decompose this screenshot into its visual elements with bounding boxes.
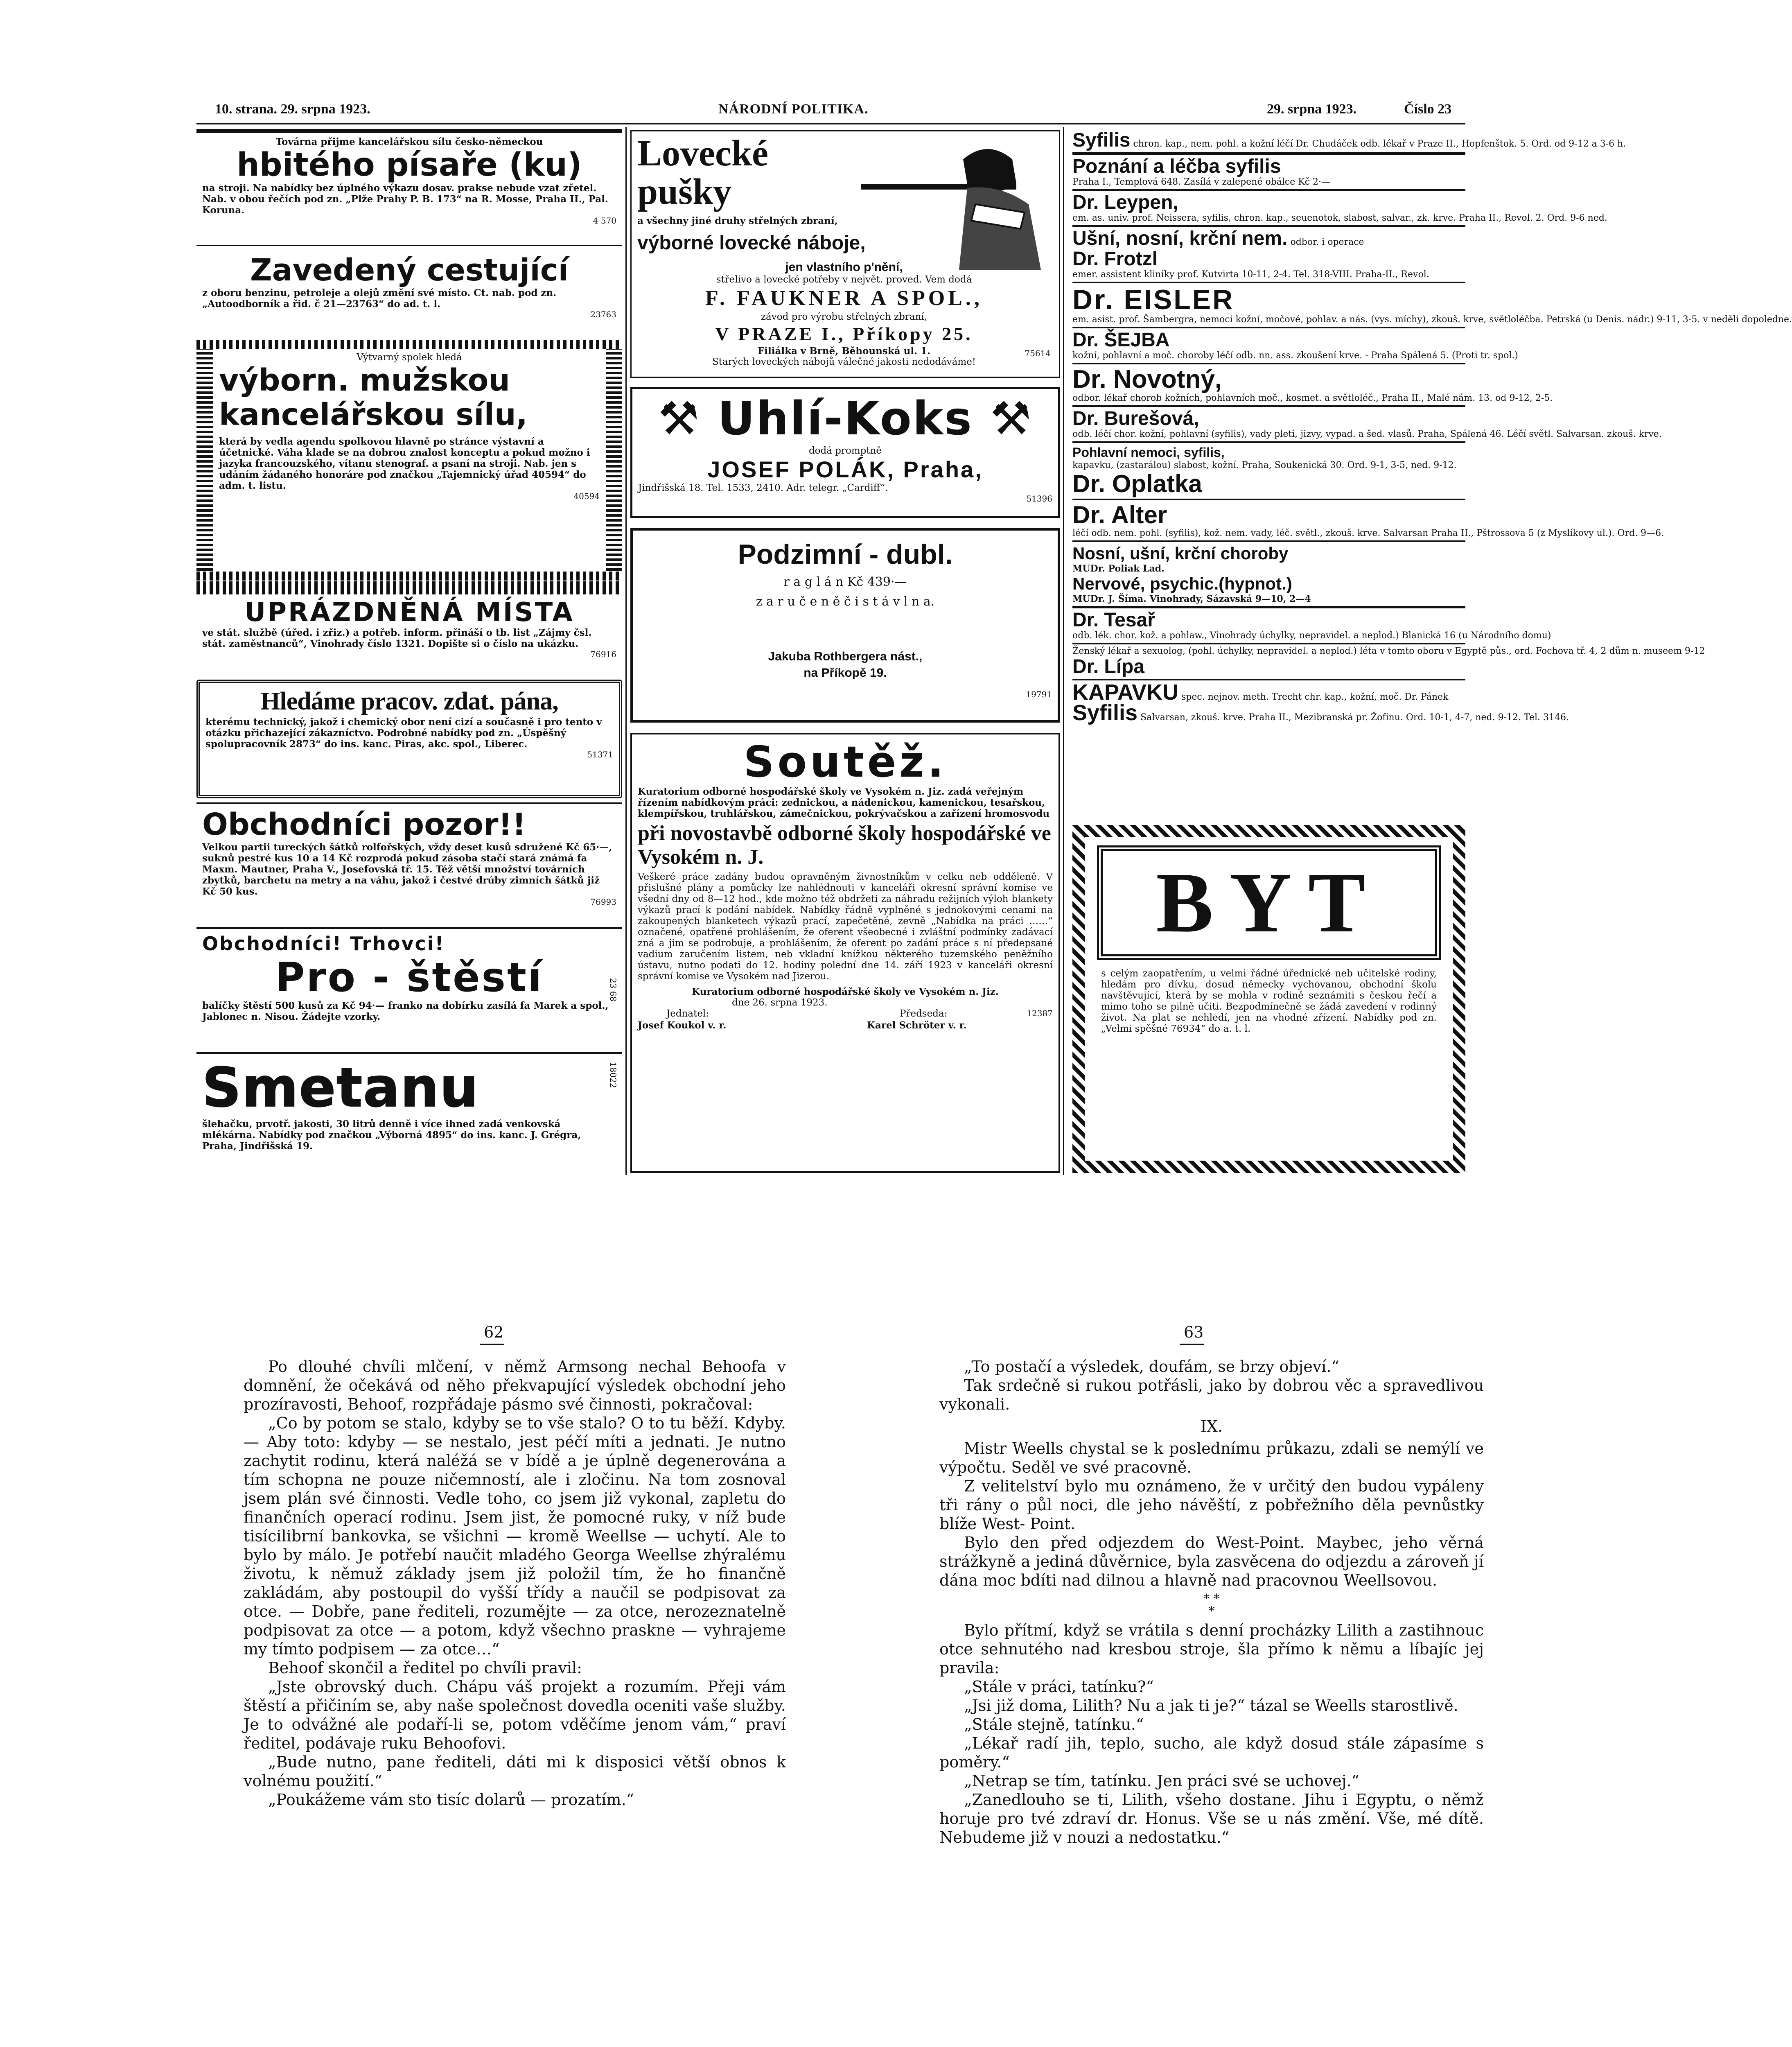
ad-pusky — [630, 130, 1060, 378]
page-number-right: 63 — [1184, 1323, 1204, 1341]
doctor-ad — [1072, 192, 1465, 213]
doctor-ad — [1072, 285, 1465, 314]
ad-soutez-jednatel: Josef Koukol v. r. — [638, 1020, 727, 1031]
ad-byt — [1072, 825, 1465, 1173]
hunter-body — [959, 187, 1041, 270]
paragraph: Z velitelství bylo mu oznámeno, že v určitý den budou vypáleny tři rány o půl noci, dle jeho návěští, z pobřežního děla pevnůstky blíže West- Point. — [939, 1477, 1484, 1533]
ad-pisar-headline: hbitého písaře (ku) — [237, 147, 582, 183]
paragraph: „Stále v práci, tatínku?“ — [964, 1678, 1154, 1696]
doctor-ad — [1072, 228, 1465, 249]
ad-spolek — [196, 340, 622, 581]
hunter-illustration — [861, 135, 1053, 270]
header-left: 10. strana. 29. srpna 1923. — [215, 102, 370, 117]
paragraph: „To postačí a výsledek, doufám, se brzy objeví.“ — [964, 1358, 1339, 1376]
ad-obchodnici-headline: Obchodníci pozor!! — [202, 807, 526, 842]
doctor-ad-name: Dr. Frotzl — [1072, 248, 1158, 270]
ad-smetanu-code: 18022 — [608, 1062, 618, 1088]
ad-soutez-headline: Soutěž. — [743, 737, 947, 787]
paragraph: „Netrap se tím, tatínku. Jen práci své se uchovej.“ — [964, 1772, 1359, 1790]
column-rule — [625, 127, 627, 1175]
novel-left-column — [244, 1357, 786, 1809]
ad-smetanu — [196, 1052, 622, 1171]
doctor-ad — [1072, 610, 1465, 630]
ad-stesti-row: Obchodníci! Trhovci! — [202, 933, 445, 955]
ad-uhli-address: Jindřišská 18. Tel. 1533, 2410. Adr. telegr. „Cardiff“. — [638, 483, 888, 493]
ad-pisar-code: 4 570 — [593, 216, 616, 226]
doctor-ad — [1072, 502, 1465, 528]
ad-stesti-headline: Pro - štěstí — [275, 954, 544, 1001]
paragraph: „Zanedlouho se ti, Lilith, všeho dostane. Jihu i Egyptu, o němž horuje pro tvé zdraví dr. Honus. Vše se u nás změní. Vše, mé dítě. Nebudeme již v nouzi a nedostatku.“ — [939, 1791, 1484, 1846]
doctor-ad-text: chron. kap., nem. pohl. a kožní léčí Dr. Chudáček odb. lékař v Praze II., Hopfenštok. 5. Ord. od 9-12 a 3-6 h. — [1133, 139, 1626, 149]
paragraph: Po dlouhé chvíli mlčení, v němž Armsong nechal Behoofa v domnění, že očekává od něho překvapující výsledek obchodní jeho prozíravosti, Behoof, rozpřádaje pásmo své činnosti, pokračoval: — [244, 1358, 786, 1413]
ad-dubl-firm: Jakuba Rothbergera nást., — [768, 650, 923, 663]
doctor-ad-name: Syfilis — [1072, 700, 1138, 725]
ad-dubl-code: 19791 — [1026, 689, 1052, 699]
paragraph: „Bude nutno, pane řediteli, dáti mi k disposici větší obnos k volnému použití.“ — [244, 1753, 786, 1790]
ad-dubl-line-1: r a g l á n Kč 439·— — [783, 575, 907, 589]
header-rule — [196, 123, 1465, 124]
header-issue: Číslo 23 — [1404, 102, 1452, 117]
header-right: 29. srpna 1923. — [1267, 102, 1357, 117]
doctor-ad — [1072, 682, 1465, 703]
paragraph: Behoof skončil a ředitel po chvíli pravil: — [268, 1659, 582, 1677]
ad-soutez-intro: Kuratorium odborné hospodářské školy ve Vysokém n. Jiz. zadá veřejným řízením nabídkovým práci: zednickou, a nádenickou, kamenickou, tesařskou, klempířskou, truhlářskou, zámečnickou, pokrývačskou a zařízení hromosvodu — [638, 786, 1050, 819]
ad-pan-headline: Hledáme pracov. zdat. pána, — [260, 687, 558, 715]
ad-pisar — [196, 129, 622, 242]
paragraph: Bylo den před odjezdem do West-Point. Maybec, jeho věrná strážkyně a jediná důvěrnice, byla zasvěcena do odjezdu a zároveň jí dána moc bdíti nad dilnou a hlavně nad pracovnou Weellsovou. — [939, 1534, 1484, 1589]
ad-pusky-sub: závod pro výrobu střelných zbraní, — [761, 312, 928, 322]
doctor-ad-text: odb. lék. chor. kož. a pohlaw., Vinohrady úchylky, nepravidel. a neplod.) Blanická 16 (u Národního domu) — [1072, 630, 1551, 641]
doctor-ad-name: Dr. Novotný, — [1072, 365, 1222, 393]
ad-spolek-headline-1: výborn. mužskou — [219, 363, 510, 398]
ad-byt-headline: BYT — [1156, 855, 1382, 950]
paragraph: „Lékař radí jih, teplo, sucho, ale když dosud stále zápasíme s poměry.“ — [939, 1734, 1484, 1771]
ad-spolek-body: která by vedla agendu spolkovou hlavně po stránce výstavní a účetnické. Váha klade se na dobrou znalost konceptu a pokud možno i jazyka francouzského, vítanu stenograf. a psaní na stroji. Nab. jen s udáním žádaného honoráre pod značkou „Tajemnický úřad 40594“ do adm. t. listu. — [219, 436, 590, 491]
ad-obchodnici-code: 76993 — [590, 897, 616, 907]
ad-pusky-footer: Starých loveckých nábojů válečné jakosti nedodáváme! — [712, 357, 976, 367]
ad-dubl-place: na Příkopě 19. — [803, 666, 887, 680]
ad-cestujici-headline: Zavedený cestující — [250, 253, 569, 288]
ad-pan — [196, 680, 622, 798]
ad-obchodnici — [196, 802, 622, 923]
ad-pusky-line-1: a všechny jiné druhy střelných zbraní, — [637, 215, 838, 226]
doctor-ad-name: Ušní, nosní, krční nem. — [1072, 228, 1288, 249]
ad-soutez-date: dne 26. srpna 1923. — [732, 997, 828, 1008]
doctor-ad-text: Ženský lékař a sexuolog, (pohl. úchylky, nepravidel. a neplod.) léta v tomto oboru v Egyptě půs., ord. Fochova tř. 4, 2 dům n. museem 9-12 — [1072, 646, 1705, 656]
doctor-ad — [1072, 129, 1626, 151]
doctor-ad — [1072, 409, 1465, 429]
ad-uhli-line-1: dodá promptně — [808, 445, 882, 456]
paragraph: „Poukážeme vám sto tisíc dolarů — prozatím.“ — [268, 1791, 634, 1809]
header-center: NÁRODNÍ POLITIKA. — [718, 102, 869, 117]
ad-dubl-headline: Podzimní - dubl. — [738, 539, 953, 570]
doctor-ad-name: Nervové, psychic.(hypnot.) — [1072, 574, 1292, 593]
doctor-ad — [1072, 366, 1465, 393]
ad-dubl-line-2: z a r u č e n ě č i s t á v l n a. — [756, 594, 935, 609]
ad-soutez-sign: Kuratorium odborné hospodářské školy ve Vysokém n. Jiz. — [692, 986, 999, 997]
ad-mista — [196, 581, 622, 684]
doctor-ad — [1072, 330, 1465, 350]
ad-mista-body: ve stát. službě (úřed. i zřiz.) a potřeb. inform. přináší o tb. list „Zájmy čsl. stát. zaměstnanců“, Vinohrady číslo 1321. Dopište si o číslo na ukázku. — [202, 627, 592, 649]
ad-uhli-code: 51396 — [1026, 494, 1052, 504]
doctor-ad-name: Dr. Alter — [1072, 501, 1167, 529]
ad-soutez-predseda: Karel Schröter v. r. — [867, 1020, 967, 1031]
doctor-ad-name: Dr. Leypen, — [1072, 192, 1178, 213]
ad-spolek-code: 40594 — [573, 491, 600, 501]
doctor-ad — [1072, 657, 1465, 677]
doctor-ad-text: kožní, pohlavní a moč. choroby léčí odb. nn. ass. zkoušení krve. - Praha Spálená 5. (Proti tr. spol.) — [1072, 350, 1518, 361]
doctor-ad-text: spec. nejnov. meth. Trecht chr. kap., kožní, moč. Dr. Pánek — [1181, 692, 1449, 702]
ad-pusky-headline-1: Lovecké — [637, 133, 768, 174]
paragraph: Bylo přítmí, když se vrátila s denní procházky Lilith a zastihnouc otce sehnutého nad kresbou stroje, šla přímo k němu a líbajíc jej pravila: — [939, 1621, 1484, 1677]
doctor-ad-text: odbor. lékař chorob kožních, pohlavních moč., kosmet. a světloléč., Praha II., Malé nám. 13. od 9-12, 2-5. — [1072, 393, 1553, 403]
doctor-ad-text: kapavku, (zastarálou) slabost, kožní. Praha, Soukenická 30. Ord. 9-1, 3-5, ned. 9-12. — [1072, 460, 1457, 470]
doctor-ad-name: Dr. Lípa — [1072, 656, 1145, 678]
ad-spolek-headline-2: kancelářskou sílu, — [219, 397, 528, 432]
ad-pusky-firm: F. FAUKNER A SPOL., — [705, 287, 983, 310]
ad-soutez-title: při novostavbě odborné školy hospodářské ve Vysokém n. J. — [638, 822, 1051, 869]
doctor-ad-name: Dr. Tesař — [1072, 609, 1155, 631]
ad-pusky-code: 75614 — [1025, 348, 1051, 358]
paragraph: „Jsi již doma, Lilith? Nu a jak ti je?“ tázal se Weells starostlivě. — [964, 1697, 1458, 1715]
paragraph: „Jste obrovský duch. Chápu váš projekt a rozumím. Přeji vám štěstí a přičiním se, aby naše společnost dovedla oceniti vaše služby. Je to odvážné ale podaří-li se, potom vděčíme jenom vám,“ praví ředitel, podávaje ruku Behoofovi. — [244, 1678, 786, 1752]
ad-pusky-branch: Filiálka v Brně, Běhounská ul. 1. — [757, 346, 931, 357]
doctor-ad-text: Praha I., Templová 648. Zasílá v zalepené obálce Kč 2·— — [1072, 177, 1331, 187]
doctor-ad-text: MUDr. J. Šíma. Vinohrady, Sázavská 9—10, 2—4 — [1072, 594, 1311, 604]
ad-stesti-body: balíčky štěstí 500 kusů za Kč 94·— franko na dobírku zasílá fa Marek a spol., Jablonec n. Nisou. Žádejte vzorky. — [202, 1000, 609, 1022]
ad-mista-headline: UPRÁZDNĚNÁ MÍSTA — [244, 597, 574, 628]
chapter-heading: IX. — [1200, 1417, 1223, 1435]
doctor-ad-name: Dr. EISLER — [1072, 284, 1235, 315]
doctor-ad-text: odbor. i operace — [1290, 237, 1364, 247]
ad-byt-body: s celým zaopatřením, u velmi řádné úřednické neb učitelské rodiny, hledám pro dívku, dosud německy vychovanou, obchodní školu navštěvující, která by se mohla v rodině seznámiti s českou řečí a mimo toho se pilně učiti. Bezpodmínečně se žádá zavedení v rodinný život. Na plat se nehledí, jen na vhodné zřízení. Nabídky pod zn. „Velmi spěšné 76934“ do a. t. l. — [1101, 968, 1437, 1034]
paragraph: Tak srdečně si rukou potřásli, jako by dobrou věc a spravedlivou vykonali. — [939, 1376, 1484, 1413]
ad-smetanu-body: šlehačku, prvotř. jakosti, 30 litrů denně i více ihned zadá venkovská mlékárna. Nabídky pod značkou „Výborná 4895“ do ins. kanc. J. Grégra, Praha, Jindřišská 19. — [202, 1118, 581, 1152]
ad-pisar-intro: Továrna přijme kancelářskou sílu česko-německou — [275, 136, 543, 147]
doctor-ad-text: Salvarsan, zkouš. krve. Praha II., Mezibranská pr. Žofínu. Ord. 10-1, 4-7, ned. 9-12. Tel. 3146. — [1140, 712, 1569, 723]
ad-pan-body: kterému technický, jakož i chemický obor není cizí a současně i pro tento v otázku přichazející zákazníctvo. Podrobné nabídky pod zn. „Úspěšný spolupracovník 2873“ do ins. kanc. Piras, akc. spol., Liberec. — [205, 716, 602, 750]
page-number-left: 62 — [484, 1323, 504, 1341]
ad-stesti — [196, 927, 622, 1050]
paragraph: Mistr Weells chystal se k poslednímu průkazu, zdali se nemýlí ve výpočtu. Seděl ve své pracovně. — [939, 1439, 1484, 1476]
doctor-ad — [1072, 249, 1465, 269]
doctor-ad-text: emer. assistent kliniky prof. Kutvirta 10-11, 2-4. Tel. 318-VIII. Praha-II., Revol. — [1072, 269, 1429, 280]
ad-stesti-code: 23 68 — [608, 978, 618, 1002]
doctor-ad-name: Dr. Oplatka — [1072, 470, 1202, 497]
ad-pusky-line-4: střelivo a lovecké potřeby v největ. proved. Vem dodá — [716, 274, 972, 285]
ad-soutez-code: 12387 — [1027, 1008, 1053, 1018]
doctor-ad-text: em. asist. prof. Šambergra, nemoci kožní, močové, pohlav. a nás. (vys. míchy), zkouš. krve, světloléčba. Petrská (u Denis. nádr.) 9-11, 3-5. v neděli dopoledne. — [1072, 314, 1792, 325]
divider — [196, 245, 622, 246]
ad-pusky-line-2: výborné lovecké náboje, — [637, 232, 866, 254]
paragraph: „Stále stejně, tatínku.“ — [964, 1715, 1144, 1733]
doctor-ad-name: KAPAVKU — [1072, 680, 1179, 705]
ad-pisar-body: na stroji. Na nabídky bez úplného výkazu dosav. prakse nebude vzat zřetel. Nab. v obou řečích pod zn. „Plže Prahy P. B. 173“ na R. Mosse, Praha II., Pal. Koruna. — [202, 183, 608, 216]
doctor-ad-name: Pohlavní nemoci, syfilis, — [1072, 445, 1225, 460]
ad-cestujici — [196, 250, 622, 338]
doctor-ad-name: Syfilis — [1072, 129, 1131, 151]
ad-cestujici-body: z oboru benzinu, petroleje a olejů změní své místo. Ct. nab. pod zn. „Autoodborník a řid. č 21—23763“ do ad. t. l. — [202, 287, 557, 310]
doctor-ad-name: Nosní, ušní, krční choroby — [1072, 544, 1289, 563]
doctor-ad-text: léčí odb. nem. pohl. (syfilis), kož. nem. vady, léč. světl., zkouš. krve. Salvarsan Praha II., Pštrossova 5 (z Myslíkovy ul.). Ord. 9—6. — [1072, 528, 1664, 538]
doctor-ad-name: Dr. Burešová, — [1072, 408, 1199, 429]
doctor-ad — [1072, 574, 1465, 594]
ad-cestujici-code: 23763 — [590, 310, 616, 319]
ad-obchodnici-body: Velkou partii tureckých šátků rolfořských, vždy deset kusů sdružené Kč 65·—, suknů pestré kus 10 a 14 Kč rozprodá pokud zásoba stačí stará známá fa Maxm. Mautner, Praha V., Josefovská tř. 15. Též větší množství továrních zbytků, barchetu na metry a na váhu, jakož i čestvé drúby zimních šátků již Kč 50 kus. — [202, 842, 612, 897]
ad-uhli-headline: ⚒ Uhlí-Koks ⚒ — [658, 392, 1033, 445]
ad-dubl — [630, 528, 1060, 723]
doctor-ad-name: Poznání a léčba syfilis — [1072, 156, 1281, 177]
column-rule — [1063, 127, 1064, 1175]
ad-soutez-predseda-label: Předseda: — [900, 1008, 948, 1019]
doctor-ad-text: em. as. univ. prof. Neissera, syfilis, chron. kap., seuenotok, slabost, salvar., zk. krve. Praha II., Revol. 2. Ord. 9-6 ned. — [1072, 213, 1607, 223]
hunter-head — [963, 149, 1016, 192]
ad-soutez-jednatel-label: Jednatel: — [666, 1008, 709, 1019]
doctor-ad — [1072, 544, 1465, 563]
doctor-ads — [1072, 129, 1792, 725]
ad-soutez-body: Veškeré práce zadány budou opravněným živnostníkům v celku neb odděleně. V přislušné plány a pomůcky lze nahlédnouti v kanceláři okresní správní komise ve všední dny od 8—12 hod., kde možno též obdržeti za náhradu režijních výloh blankety výkazů prací k podání nabídek. Nabídky řádně vyplněné s jednokovými cenami na zakoupených blanketech výkazů prací, zapečetěné, zevně „Nabídka na práci ……“ označené, opatřené prohlášením, že oferent všeobecné i zvláštní podmínky zadávací zná a jim se podrobuje, a prohlášením, že oferent po zadání práce s ní předepsané vadium zaručením listem, neb vkladní knížkou některého tuzemského peněžního ústavu, nutno podati do 12. hodiny polední dne 14. září 1923 v kanceláři okresní správní komise ve Vysokém nad Jizerou. — [638, 872, 1053, 982]
ad-soutez — [630, 733, 1060, 1173]
section-break-stars: * * * — [1203, 1592, 1220, 1618]
doctor-ad — [1072, 156, 1465, 177]
ad-uhli — [630, 387, 1060, 518]
doctor-ad-name: Dr. ŠEJBA — [1072, 329, 1170, 351]
novel-right-column — [939, 1357, 1484, 1847]
ad-pan-code: 51371 — [587, 750, 613, 759]
ad-pusky-line-3: jen vlastního p'nění, — [785, 260, 903, 274]
ad-spolek-intro: Výtvarný spolek hledá — [357, 352, 462, 363]
doctor-ad — [1072, 471, 1465, 497]
ad-mista-code: 76916 — [590, 649, 616, 659]
doctor-ad — [1072, 700, 1569, 725]
ad-uhli-firm: JOSEF POLÁK, Praha, — [707, 456, 983, 482]
doctor-ad — [1072, 445, 1465, 460]
doctor-ad-text: odb. léčí chor. kožní, pohlavní (syfilis), vady pleti, jizvy, vypad. a šed. vlasů. Praha, Spálená 46. Léčí světl. Salvarsan. zkouš. krve. — [1072, 429, 1662, 439]
ad-pusky-headline-2: pušky — [637, 172, 732, 212]
paragraph: „Co by potom se stalo, kdyby se to vše stalo? O to tu běží. Kdyby. — Aby toto: kdyby — se nestalo, jest péčí míti a jednati. Je nutno zachytit rodinu, která naléžá se v bídě a je úplně degenerována a tím schopna ne pouze ničemností, ale i zločinu. Na tom zosnoval jsem plán své činnosti. Vedle toho, co jsem již vykonal, zapletu do finančních operací rodinu. Jsem jist, že pomocné ruky, v níž bude tisícilibrní bankovka, se všichni — kromě Weellse — uchytí. Ale to bylo by málo. Je potřebí naučit mladého Georga Weellse zhýralému životu, k němuž základy jsem již položil tím, že ho finančně zakládám, aby postoupil do vyšší třídy a naučil se podpisovat za otce. — Dobře, pane řediteli, rozumějte — za otce, nerozeznatelně podpisovat za otce — a potom, když všechno praskne — vyhrajeme my tímto podpisem — za otce…“ — [244, 1414, 786, 1658]
doctor-ad-text: MUDr. Poliak Lad. — [1072, 563, 1165, 574]
ad-pusky-city: V PRAZE I., Příkopy 25. — [715, 323, 973, 344]
ad-smetanu-headline: Smetanu — [202, 1056, 479, 1119]
